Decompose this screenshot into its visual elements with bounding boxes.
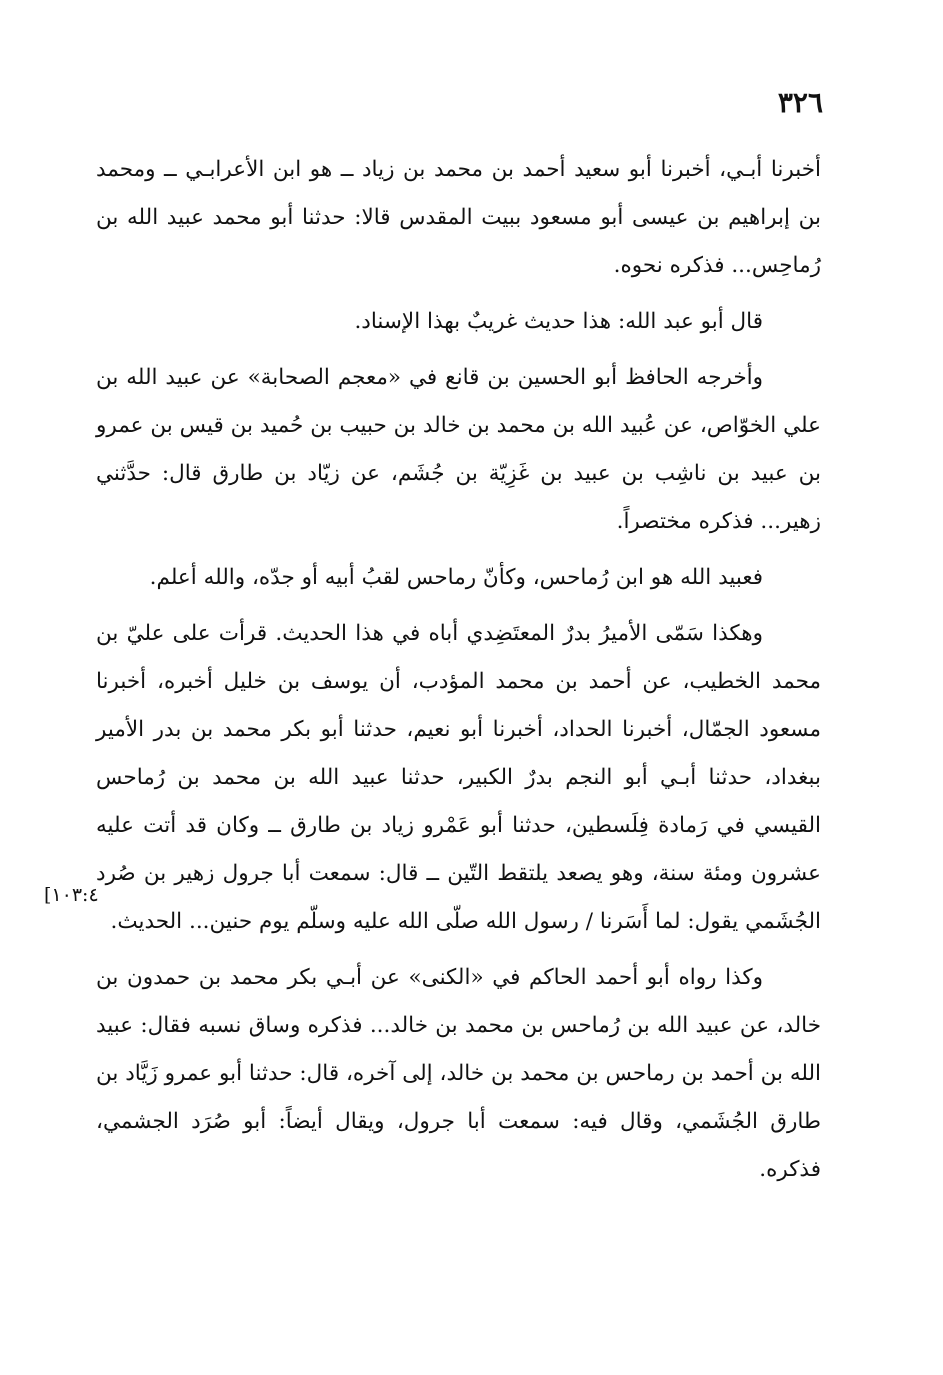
paragraph-5: وهكذا سَمّى الأميرُ بدرٌ المعتَضِدي أباه في هذا الحديث. قرأت على عليّ بن محمد الخطيب، عن أحمد بن محمد المؤدب، أن يوسف بن خليل أخبره، أخبرنا مسعود الجمّال، أخبرنا الحداد، أخبرنا أبو نعيم، حدثنا أبو بكر محمد بن بدر الأمير ببغداد، حدثنا أبـي أبو النجم بدرٌ الكبير، حدثنا عبيد الله بن محمد بن رُماحس القيسي في رَمادة فِلَسطين، حدثنا أبو عَمْرو زياد بن طارق ــ وكان قد أتت عليه عشرون ومئة سنة، وهو يصعد يلتقط التّين ــ قال: سمعت أبا جرول زهير بن صُرد الجُشَمي يقول: لما أَسَرنا / رسول الله صلّى الله عليه وسلّم يوم حنين... الحديث.	[96, 621, 821, 934]
paragraph-1: أخبرنا أبـي، أخبرنا أبو سعيد أحمد بن محمد بن زياد ــ هو ابن الأعرابـي ــ ومحمد بن إبراهيم بن عيسى أبو مسعود ببيت المقدس قالا: حدثنا أبو محمد عبيد الله بن رُماحِس... فذكره نحوه.	[96, 157, 821, 278]
page-number: ٣٢٦	[777, 86, 823, 119]
marginal-reference: [١٠٣:٤	[44, 884, 99, 906]
paragraph-4: فعبيد الله هو ابن رُماحس، وكأنّ رماحس لقبُ أبيه أو جدّه، والله أعلم.	[149, 565, 763, 590]
body-text	[96, 146, 821, 1194]
paragraph-6: وكذا رواه أبو أحمد الحاكم في «الكنى» عن أبـي بكر محمد بن حمدون بن خالد، عن عبيد الله بن رُماحس بن محمد بن خالد... فذكره وساق نسبه فقال: عبيد الله بن أحمد بن رماحس بن محمد بن خالد، إلى آخره، قال: حدثنا أبو عمرو زَيَّاد بن طارق الجُشَمي، وقال فيه: سمعت أبا جرول، ويقال أيضاً: أبو صُرَد الجشمي، فذكره.	[96, 965, 821, 1182]
paragraph-2: قال أبو عبد الله: هذا حديث غريبٌ بهذا الإسناد.	[354, 309, 763, 334]
paragraph-3: وأخرجه الحافظ أبو الحسين بن قانع في «معجم الصحابة» عن عبيد الله بن علي الخوّاص، عن عُبيد الله بن محمد بن خالد بن حبيب بن حُميد بن قيس بن عمرو بن عبيد بن ناشِب بن عبيد بن غَزِيّة بن جُشَم، عن زيّاد بن طارق قال: حدَّثني زهير... فذكره مختصراً.	[96, 365, 821, 534]
